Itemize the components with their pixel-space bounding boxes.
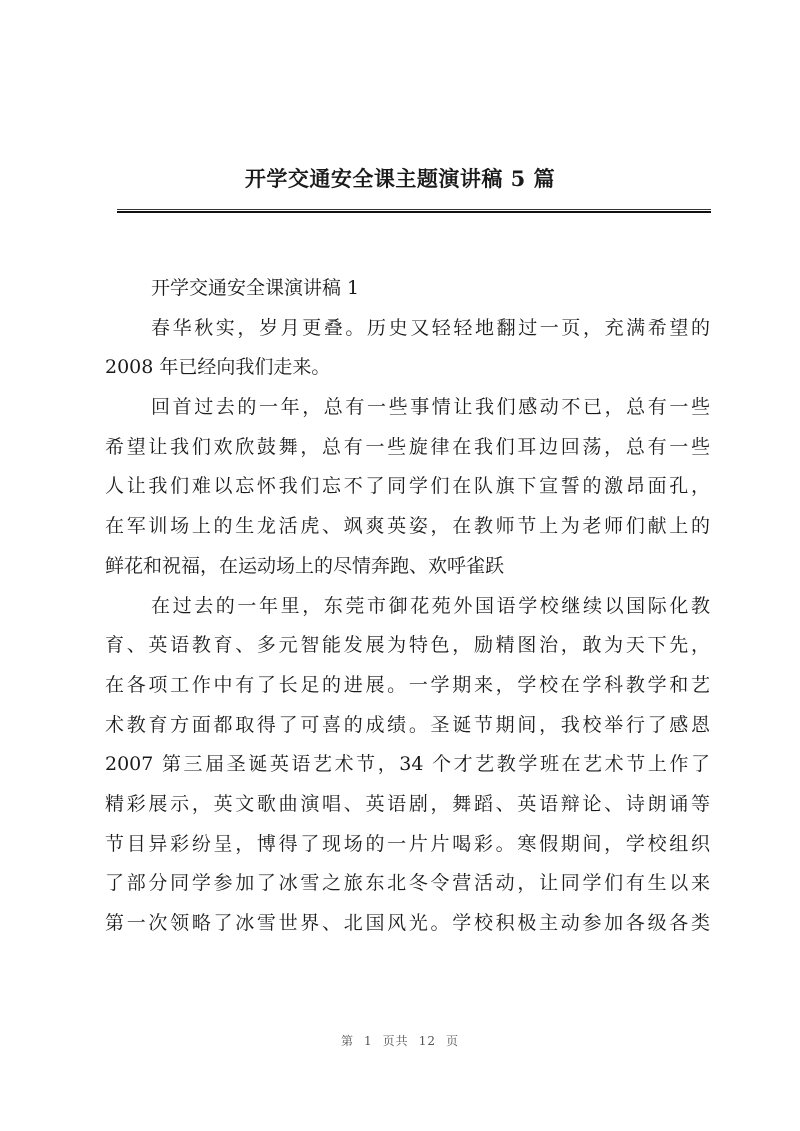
body-line-3: 2008 年已经向我们走来。 [105,356,331,379]
body-line-16: 了部分同学参加了冰雪之旅东北冬令营活动，让同学们有生以来 [105,872,710,895]
footer-mid: 页共 [382,1034,409,1048]
footer-total-pages: 12 [418,1034,436,1048]
document-title: 开学交通安全课主题演讲稿 5 篇 [244,166,556,191]
body-line-14: 精彩展示，英文歌曲演唱、英语剧，舞蹈、英语辩论、诗朗诵等 [105,792,710,815]
title-underline-divider [117,209,711,213]
body-line-12: 术教育方面都取得了可喜的成绩。圣诞节期间，我校举行了感恩 [105,713,710,736]
footer-suffix: 页 [445,1034,459,1048]
body-line-9: 在过去的一年里，东莞市御花苑外国语学校继续以国际化教 [151,594,710,617]
body-line-1: 开学交通安全课演讲稿 1 [151,277,360,299]
body-line-17: 第一次领略了冰雪世界、北国风光。学校积极主动参加各级各类 [105,912,710,934]
body-line-15: 节目异彩纷呈，博得了现场的一片片喝彩。寒假期间，学校组织 [105,832,710,855]
body-line-11: 在各项工作中有了长足的进展。一学期来，学校在学科教学和艺 [105,673,710,696]
body-line-4: 回首过去的一年，总有一些事情让我们感动不已，总有一些 [151,396,710,419]
body-line-13: 2007 第三届圣诞英语艺术节，34 个才艺教学班在艺术节上作了 [105,753,710,776]
body-line-7: 在军训场上的生龙活虎、飒爽英姿，在教师节上为老师们献上的 [105,515,710,538]
footer-current-page: 1 [364,1034,373,1048]
page-footer [0,1032,800,1049]
footer-prefix: 第 [341,1034,355,1048]
body-line-5: 希望让我们欢欣鼓舞，总有一些旋律在我们耳边回荡，总有一些 [105,435,710,458]
body-line-2: 春华秋实，岁月更叠。历史又轻轻地翻过一页，充满希望的 [151,316,710,339]
body-line-10: 育、英语教育、多元智能发展为特色，励精图治，敢为天下先， [105,634,710,657]
body-line-6: 人让我们难以忘怀我们忘不了同学们在队旗下宣誓的激昂面孔， [105,475,710,498]
document-body [105,269,710,944]
body-line-8: 鲜花和祝福，在运动场上的尽情奔跑、欢呼雀跃 [105,554,505,577]
